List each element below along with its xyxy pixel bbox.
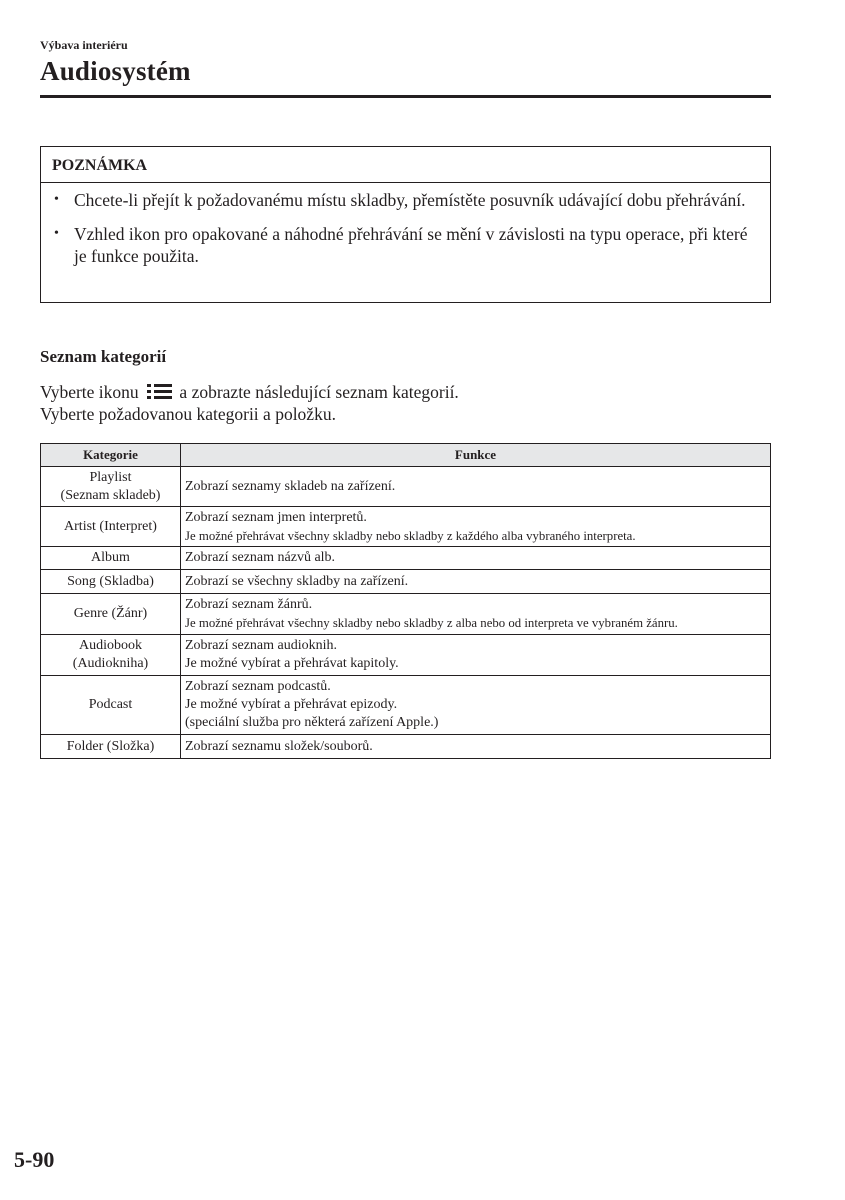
category-heading: Seznam kategorií bbox=[40, 347, 167, 366]
function-line: Je možné vybírat a přehrávat epizody. bbox=[185, 697, 398, 712]
category-cell bbox=[41, 570, 181, 594]
category-cell bbox=[41, 735, 181, 759]
bullet: • bbox=[54, 226, 59, 241]
function-cell bbox=[181, 635, 771, 676]
function-line: Zobrazí seznamy skladeb na zařízení. bbox=[185, 478, 396, 494]
category-line: Genre (Žánr) bbox=[73, 606, 148, 621]
function-line: Je možné vybírat a přehrávat kapitoly. bbox=[185, 656, 399, 671]
page-number: 5-90 bbox=[14, 1147, 55, 1172]
function-line: Je možné přehrávat všechny skladby nebo skladby z alba nebo od interpreta ve vybraném žánru. bbox=[185, 616, 678, 630]
category-table bbox=[40, 443, 771, 759]
function-line: (speciální služba pro některá zařízení Apple.) bbox=[185, 715, 439, 730]
table-row bbox=[41, 547, 771, 570]
page-title: Audiosystém bbox=[40, 56, 191, 86]
column-header-function: Funkce bbox=[181, 444, 771, 467]
function-cell bbox=[181, 570, 771, 594]
function-line: Zobrazí seznam jmen interpretů. bbox=[185, 509, 367, 525]
table-row bbox=[41, 676, 771, 735]
function-cell bbox=[181, 467, 771, 507]
intro-text-before-icon: Vyberte ikonu bbox=[40, 382, 139, 402]
category-line: (Audiokniha) bbox=[72, 656, 149, 671]
function-cell bbox=[181, 735, 771, 759]
function-line: Zobrazí seznamu složek/souborů. bbox=[185, 738, 373, 754]
category-line: Artist (Interpret) bbox=[64, 518, 157, 534]
table-row bbox=[41, 570, 771, 594]
function-line: Zobrazí seznam názvů alb. bbox=[185, 550, 336, 565]
function-line: Je možné přehrávat všechny skladby nebo skladby z každého alba vybraného interpreta. bbox=[185, 528, 636, 543]
category-line: Playlist bbox=[89, 469, 132, 485]
function-cell bbox=[181, 547, 771, 570]
table-row bbox=[41, 735, 771, 759]
note-text: Chcete-li přejít k požadovanému místu skladby, přemístěte posuvník udávající dobu přehrávání. bbox=[74, 190, 746, 210]
note-item bbox=[54, 223, 752, 267]
function-cell bbox=[181, 676, 771, 735]
intro-line-2: Vyberte požadovanou kategorii a položku. bbox=[40, 404, 336, 424]
bullet: • bbox=[54, 192, 59, 207]
function-line: Zobrazí seznam audioknih. bbox=[185, 638, 338, 653]
category-intro bbox=[40, 381, 459, 425]
section-label: Výbava interiéru bbox=[40, 38, 128, 52]
category-line: (Seznam skladeb) bbox=[60, 487, 161, 503]
category-line: Folder (Složka) bbox=[66, 738, 155, 754]
category-cell bbox=[41, 676, 181, 735]
intro-text-after-icon: a zobrazte následující seznam kategorií. bbox=[179, 382, 459, 402]
category-cell bbox=[41, 635, 181, 676]
table-row bbox=[41, 594, 771, 635]
category-cell bbox=[41, 507, 181, 547]
note-text: Vzhled ikon pro opakované a náhodné přehrávání se mění v závislosti na typu operace, při které je funkce použita. bbox=[74, 224, 748, 266]
note-item bbox=[54, 189, 752, 211]
note-box bbox=[40, 146, 771, 303]
category-cell bbox=[41, 547, 181, 570]
table-row bbox=[41, 635, 771, 676]
intro-line-1 bbox=[40, 381, 459, 403]
table-header-row bbox=[41, 444, 771, 467]
table-row bbox=[41, 507, 771, 547]
table-row bbox=[41, 467, 771, 507]
category-cell bbox=[41, 467, 181, 507]
note-list bbox=[41, 183, 770, 267]
note-heading: POZNÁMKA bbox=[41, 147, 770, 183]
function-cell bbox=[181, 507, 771, 547]
category-line: Audiobook bbox=[79, 638, 142, 653]
function-line: Zobrazí seznam podcastů. bbox=[185, 679, 331, 694]
title-rule bbox=[40, 95, 771, 98]
category-line: Song (Skladba) bbox=[67, 573, 154, 589]
column-header-category: Kategorie bbox=[41, 444, 181, 467]
function-line: Zobrazí seznam žánrů. bbox=[185, 597, 313, 612]
category-line: Podcast bbox=[88, 697, 133, 712]
function-line: Zobrazí se všechny skladby na zařízení. bbox=[185, 573, 409, 589]
function-cell bbox=[181, 594, 771, 635]
list-icon bbox=[145, 383, 173, 400]
category-line: Album bbox=[91, 550, 130, 565]
category-cell bbox=[41, 594, 181, 635]
